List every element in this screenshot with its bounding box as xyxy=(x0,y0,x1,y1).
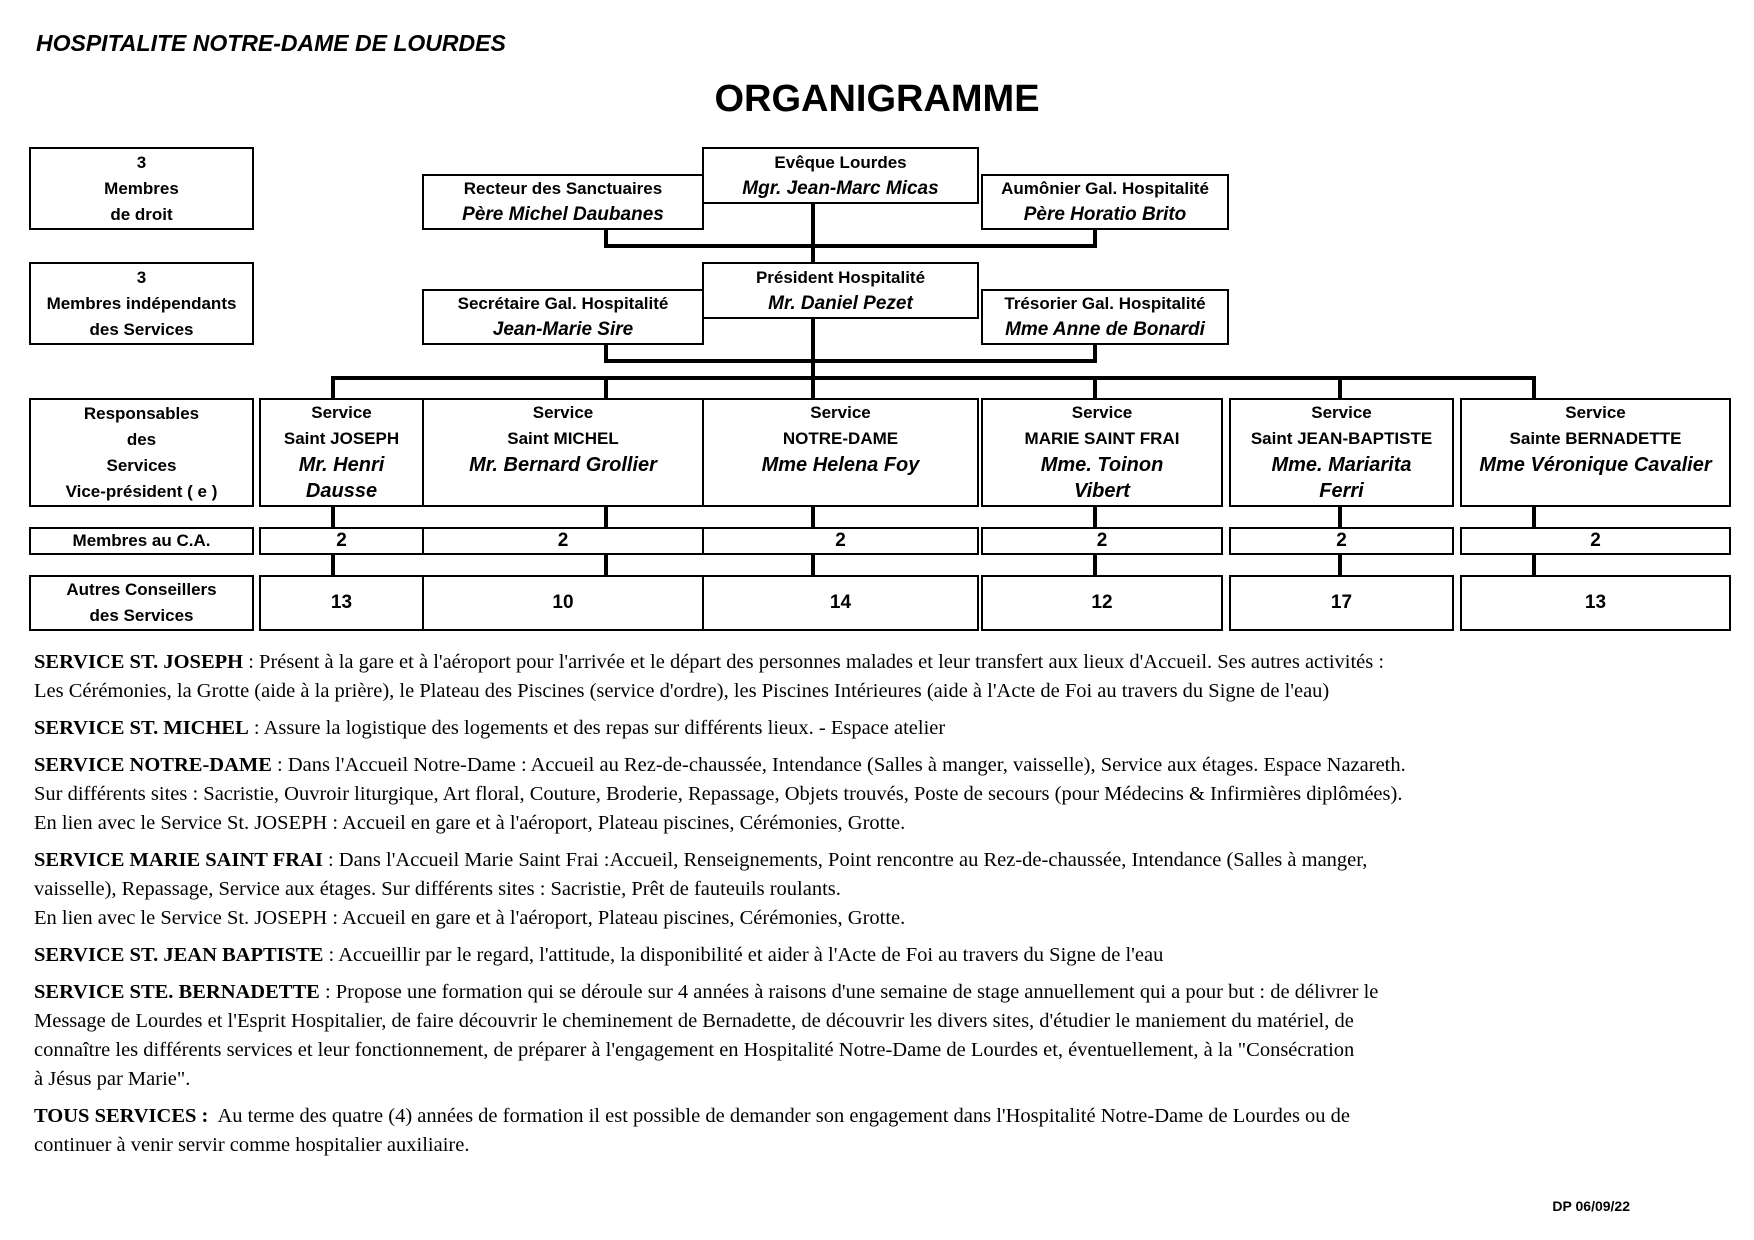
link-bernadette-ca xyxy=(1532,505,1536,529)
service-notredame-box xyxy=(702,398,979,507)
service-label: Service xyxy=(1565,403,1626,422)
desc-line: continuer à venir servir comme hospitalier auxiliaire. xyxy=(34,1134,470,1156)
service-responsable-name: Mme. Mariarita xyxy=(1271,454,1412,476)
service-responsable-name-2: Ferri xyxy=(1319,480,1364,502)
autres-michel xyxy=(422,575,704,631)
ca-count: 2 xyxy=(835,530,846,551)
link-michel-autres xyxy=(604,553,608,577)
link-notredame-ca xyxy=(811,505,815,529)
autres-notredame xyxy=(702,575,979,631)
tresorier-role: Trésorier Gal. Hospitalité xyxy=(1004,294,1206,313)
service-label: Service xyxy=(532,403,594,422)
drop-notredame xyxy=(811,376,815,400)
desc-joseph xyxy=(34,648,1594,706)
desc-line: Les Cérémonies, la Grotte (aide à la prière), le Plateau des Piscines (service d'ordre), les Piscines Intérieures (aide à l'Acte de Foi au travers du Signe de l'eau) xyxy=(34,680,1330,702)
recteur-name: Père Michel Daubanes xyxy=(462,204,664,225)
membres-independants-count: 3 xyxy=(136,267,147,287)
service-responsable-name: Mr. Bernard Grollier xyxy=(469,454,657,476)
link-notredame-autres xyxy=(811,553,815,577)
drop-michel xyxy=(604,376,608,400)
desc-line: connaître les différents services et leur fonctionnement, de préparer à l'engagement en Hospitalité Notre-Dame de Lourdes et, éventuellement, à la "Consécration xyxy=(34,1039,1355,1061)
service-responsable-name-2: Vibert xyxy=(1074,480,1130,502)
service-title: Sainte BERNADETTE xyxy=(1509,429,1682,448)
ca-notredame xyxy=(702,527,979,555)
drop-joseph xyxy=(331,376,335,400)
link-michel-ca xyxy=(604,505,608,529)
service-descriptions xyxy=(34,648,1594,1168)
desc-head: SERVICE MARIE SAINT FRAI xyxy=(34,849,323,871)
desc-head: SERVICE NOTRE-DAME xyxy=(34,754,272,776)
ca-count: 2 xyxy=(1336,530,1347,551)
eveque-name: Mgr. Jean-Marc Micas xyxy=(742,177,939,199)
desc-text: : Propose une formation qui se déroule sur 4 années à raisons d'une semaine de stage annuellement qui a pour but : de délivrer le xyxy=(319,981,1379,1003)
desc-head: SERVICE STE. BERNADETTE xyxy=(34,981,320,1003)
service-responsable-name-2: Dausse xyxy=(305,480,378,502)
recteur-box xyxy=(422,174,704,230)
service-label: Service xyxy=(1071,403,1133,422)
recteur-role: Recteur des Sanctuaires xyxy=(463,179,663,198)
service-title: MARIE SAINT FRAI xyxy=(1024,429,1180,448)
service-responsable-name: Mme Véronique Cavalier xyxy=(1479,454,1712,476)
connector-mid-horizontal xyxy=(604,359,1097,363)
service-responsable-name: Mme. Toinon xyxy=(1040,454,1164,476)
ca-joseph xyxy=(259,527,424,555)
desc-head: SERVICE ST. MICHEL xyxy=(34,717,249,739)
autres-count: 13 xyxy=(1584,592,1607,613)
desc-saintfrai xyxy=(34,846,1594,933)
service-bernadette-box xyxy=(1460,398,1731,507)
responsables-line1: Responsables xyxy=(83,403,200,423)
desc-text: : Assure la logistique des logements et des repas sur différents lieux. - Espace atelier xyxy=(248,717,946,739)
responsables-line3: Services xyxy=(106,455,177,475)
eveque-role: Evêque Lourdes xyxy=(774,152,907,172)
desc-text: : Dans l'Accueil Notre-Dame : Accueil au Rez-de-chaussée, Intendance (Salles à manger, vaisselle), Service aux étages. Espace Nazareth. xyxy=(271,754,1406,776)
ca-jeanbaptiste xyxy=(1229,527,1454,555)
membres-droit-box xyxy=(29,147,254,230)
org-header: HOSPITALITE NOTRE-DAME DE LOURDES xyxy=(36,30,506,56)
link-saintfrai-ca xyxy=(1093,505,1097,529)
service-title: NOTRE-DAME xyxy=(782,429,899,448)
autres-bernadette xyxy=(1460,575,1731,631)
desc-line: Sur différents sites : Sacristie, Ouvroir liturgique, Art floral, Couture, Broderie, Repassage, Objets trouvés, Poste de secours (pour Médecins & Infirmières diplômées). xyxy=(34,783,1403,805)
desc-tous-services xyxy=(34,1102,1594,1160)
desc-text: : Accueillir par le regard, l'attitude, la disponibilité et aider à l'Acte de Foi au travers du Signe de l'eau xyxy=(323,944,1164,966)
link-joseph-ca xyxy=(331,505,335,529)
desc-line: En lien avec le Service St. JOSEPH : Accueil en gare et à l'aéroport, Plateau piscines, Cérémonies, Grotte. xyxy=(34,812,906,834)
desc-head: SERVICE ST. JOSEPH xyxy=(34,651,244,673)
link-joseph-autres xyxy=(331,553,335,577)
responsables-box xyxy=(29,398,254,507)
desc-notredame xyxy=(34,751,1594,838)
desc-text: : Dans l'Accueil Marie Saint Frai :Accueil, Renseignements, Point rencontre au Rez-de-chaussée, Intendance (Salles à manger, xyxy=(322,849,1368,871)
president-box xyxy=(702,262,979,319)
service-title: Saint JOSEPH xyxy=(283,429,400,448)
service-michel-box xyxy=(422,398,704,507)
eveque-box xyxy=(702,147,979,204)
connector-top-horizontal xyxy=(604,244,1097,248)
service-title: Saint JEAN-BAPTISTE xyxy=(1250,429,1433,448)
service-responsable-name: Mme Helena Foy xyxy=(761,454,920,476)
desc-text: Au terme des quatre (4) années de formation il est possible de demander son engagement dans l'Hospitalité Notre-Dame de Lourdes ou de xyxy=(208,1105,1351,1127)
membres-droit-count: 3 xyxy=(136,152,147,172)
membres-droit-line2: de droit xyxy=(110,204,173,224)
ca-michel xyxy=(422,527,704,555)
autres-count: 17 xyxy=(1330,592,1353,613)
tresorier-name: Mme Anne de Bonardi xyxy=(1005,319,1205,340)
page-title: ORGANIGRAMME xyxy=(714,78,1040,120)
service-title: Saint MICHEL xyxy=(507,429,619,448)
ca-count: 2 xyxy=(336,530,347,551)
secretaire-role: Secrétaire Gal. Hospitalité xyxy=(457,294,669,313)
service-responsable-name: Mr. Henri xyxy=(298,454,385,476)
desc-line: vaisselle), Repassage, Service aux étages. Sur différents sites : Sacristie, Prêt de fauteuils roulants. xyxy=(34,878,841,900)
desc-head: SERVICE ST. JEAN BAPTISTE xyxy=(34,944,324,966)
autres-conseillers-box xyxy=(29,575,254,631)
autres-joseph xyxy=(259,575,424,631)
autres-count: 14 xyxy=(829,592,852,613)
aumonier-box xyxy=(981,174,1229,230)
service-label: Service xyxy=(311,403,372,422)
footer-date: DP 06/09/22 xyxy=(1552,1198,1630,1214)
link-saintfrai-autres xyxy=(1093,553,1097,577)
autres-jeanbaptiste xyxy=(1229,575,1454,631)
service-label: Service xyxy=(1311,403,1372,422)
service-jeanbaptiste-box xyxy=(1229,398,1454,507)
desc-head: TOUS SERVICES : xyxy=(34,1105,209,1127)
membres-independants-line2: des Services xyxy=(89,319,194,339)
autres-count: 12 xyxy=(1091,592,1113,613)
drop-bernadette xyxy=(1532,376,1536,400)
membres-ca-label: Membres au C.A. xyxy=(72,531,211,550)
membres-independants-line1: Membres indépendants xyxy=(46,293,237,313)
link-jeanbaptiste-autres xyxy=(1338,553,1342,577)
drop-jeanbaptiste xyxy=(1338,376,1342,400)
president-role: Président Hospitalité xyxy=(755,267,926,287)
service-joseph-box xyxy=(259,398,424,507)
membres-ca-box xyxy=(29,527,254,555)
responsables-line4: Vice-président ( e ) xyxy=(65,481,218,501)
secretaire-name: Jean-Marie Sire xyxy=(492,319,634,340)
ca-count: 2 xyxy=(557,530,569,551)
desc-jeanbaptiste xyxy=(34,941,1594,970)
service-label: Service xyxy=(810,403,871,422)
tresorier-box xyxy=(981,289,1229,345)
desc-line: En lien avec le Service St. JOSEPH : Accueil en gare et à l'aéroport, Plateau piscines, Cérémonies, Grotte. xyxy=(34,907,906,929)
membres-droit-line1: Membres xyxy=(104,178,179,198)
desc-line: à Jésus par Marie". xyxy=(34,1068,191,1090)
autres-count: 13 xyxy=(330,592,353,613)
ca-count: 2 xyxy=(1096,530,1108,551)
autres-conseillers-line2: des Services xyxy=(89,606,194,625)
ca-bernadette xyxy=(1460,527,1731,555)
desc-michel xyxy=(34,714,1594,743)
responsables-line2: des xyxy=(126,429,157,449)
link-jeanbaptiste-ca xyxy=(1338,505,1342,529)
connector-services-horizontal xyxy=(331,376,1536,380)
aumonier-role: Aumônier Gal. Hospitalité xyxy=(1001,179,1209,198)
autres-saintfrai xyxy=(981,575,1223,631)
aumonier-name: Père Horatio Brito xyxy=(1023,204,1187,225)
ca-count: 2 xyxy=(1590,530,1601,551)
membres-independants-box xyxy=(29,262,254,345)
autres-conseillers-line1: Autres Conseillers xyxy=(66,580,217,599)
desc-line: Message de Lourdes et l'Esprit Hospitalier, de faire découvrir le cheminement de Bernadette, de découvrir les divers sites, d'étudier le maniement du matériel, de xyxy=(34,1010,1354,1032)
service-saintfrai-box xyxy=(981,398,1223,507)
president-name: Mr. Daniel Pezet xyxy=(768,292,913,314)
desc-text: : Présent à la gare et à l'aéroport pour l'arrivée et le départ des personnes malades et leur transfert aux lieux d'Accueil. Ses autres activités : xyxy=(243,651,1385,673)
ca-saintfrai xyxy=(981,527,1223,555)
secretaire-box xyxy=(422,289,704,345)
desc-bernadette xyxy=(34,978,1594,1094)
drop-saintfrai xyxy=(1093,376,1097,400)
link-bernadette-autres xyxy=(1532,553,1536,577)
autres-count: 10 xyxy=(552,592,574,613)
